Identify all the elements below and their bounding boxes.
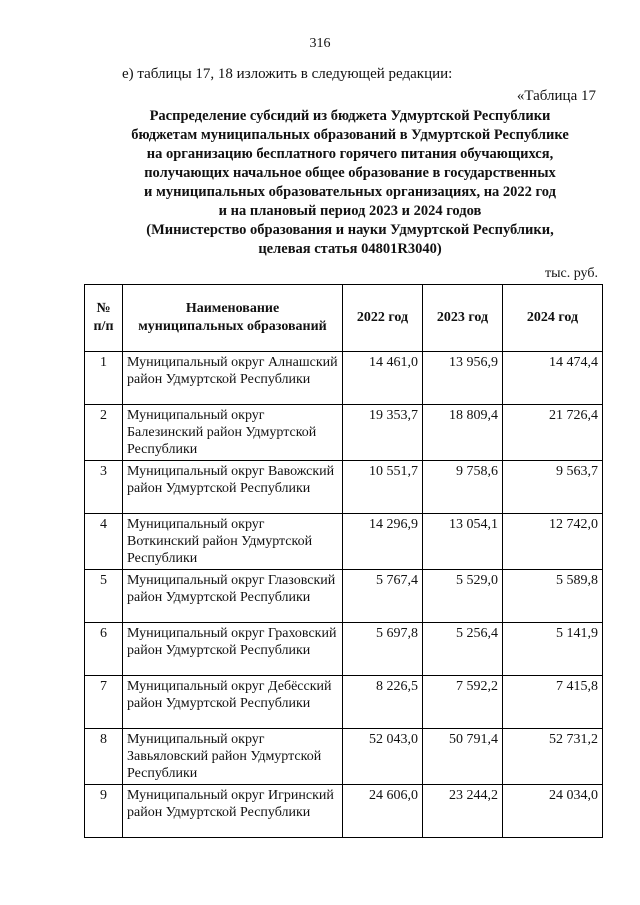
value-2023: 9 758,6 xyxy=(423,461,503,514)
municipality-name: Муниципальный округ Дебёсский район Удмуртской Республики xyxy=(123,676,343,729)
value-2024: 24 034,0 xyxy=(503,785,603,838)
table-reference: «Таблица 17 xyxy=(516,88,596,104)
row-number: 8 xyxy=(85,729,123,785)
table-row xyxy=(85,570,603,623)
table-row xyxy=(85,405,603,461)
table-row xyxy=(85,785,603,838)
header-2024: 2024 год xyxy=(503,285,603,352)
header-name-line2: муниципальных образований xyxy=(138,319,327,334)
value-2023: 23 244,2 xyxy=(423,785,503,838)
value-2022: 52 043,0 xyxy=(343,729,423,785)
value-2024: 7 415,8 xyxy=(503,676,603,729)
value-2024: 14 474,4 xyxy=(503,352,603,405)
value-2024: 12 742,0 xyxy=(503,514,603,570)
row-number: 2 xyxy=(85,405,123,461)
value-2023: 7 592,2 xyxy=(423,676,503,729)
header-2023: 2023 год xyxy=(423,285,503,352)
title-line: получающих начальное общее образование в государственных xyxy=(144,165,556,181)
row-number: 7 xyxy=(85,676,123,729)
row-number: 1 xyxy=(85,352,123,405)
value-2024: 5 141,9 xyxy=(503,623,603,676)
municipality-name: Муниципальный округ Завьяловский район Удмуртской Республики xyxy=(123,729,343,785)
page-number: 316 xyxy=(309,36,331,51)
row-number: 6 xyxy=(85,623,123,676)
value-2022: 24 606,0 xyxy=(343,785,423,838)
value-2022: 5 697,8 xyxy=(343,623,423,676)
value-2023: 13 054,1 xyxy=(423,514,503,570)
value-2022: 8 226,5 xyxy=(343,676,423,729)
value-2022: 14 296,9 xyxy=(343,514,423,570)
subsidy-table xyxy=(84,284,603,838)
municipality-name: Муниципальный округ Воткинский район Удмуртской Республики xyxy=(123,514,343,570)
value-2022: 10 551,7 xyxy=(343,461,423,514)
value-2023: 5 256,4 xyxy=(423,623,503,676)
municipality-name: Муниципальный округ Глазовский район Удмуртской Республики xyxy=(123,570,343,623)
table-row xyxy=(85,676,603,729)
header-name-line1: Наименование xyxy=(185,301,280,316)
value-2024: 9 563,7 xyxy=(503,461,603,514)
title-line: бюджетам муниципальных образований в Удмуртской Республике xyxy=(131,127,569,143)
table-header-row xyxy=(85,285,603,352)
header-num xyxy=(85,285,123,352)
municipality-name: Муниципальный округ Балезинский район Удмуртской Республики xyxy=(123,405,343,461)
value-2024: 52 731,2 xyxy=(503,729,603,785)
row-number: 9 xyxy=(85,785,123,838)
municipality-name: Муниципальный округ Вавожский район Удмуртской Республики xyxy=(123,461,343,514)
value-2024: 5 589,8 xyxy=(503,570,603,623)
header-name xyxy=(123,285,343,352)
title-line: (Министерство образования и науки Удмуртской Республики, xyxy=(146,222,554,238)
title-line: целевая статья 04801R3040) xyxy=(258,241,442,257)
table-row xyxy=(85,729,603,785)
value-2023: 5 529,0 xyxy=(423,570,503,623)
title-line: на организацию бесплатного горячего питания обучающихся, xyxy=(146,146,554,162)
table-row xyxy=(85,514,603,570)
title-line: Распределение субсидий из бюджета Удмуртской Республики xyxy=(149,108,551,124)
units-label: тыс. руб. xyxy=(545,266,598,281)
title-line: и муниципальных образовательных организациях, на 2022 год xyxy=(144,184,556,200)
intro-text: е) таблицы 17, 18 изложить в следующей редакции: xyxy=(122,66,453,82)
table-row xyxy=(85,623,603,676)
value-2022: 19 353,7 xyxy=(343,405,423,461)
value-2023: 18 809,4 xyxy=(423,405,503,461)
header-num-line2: п/п xyxy=(93,319,114,334)
row-number: 3 xyxy=(85,461,123,514)
row-number: 4 xyxy=(85,514,123,570)
municipality-name: Муниципальный округ Игринский район Удмуртской Республики xyxy=(123,785,343,838)
title-line: и на плановый период 2023 и 2024 годов xyxy=(218,203,482,219)
header-num-line1: № xyxy=(96,301,111,316)
table-title xyxy=(70,107,630,259)
table-row xyxy=(85,352,603,405)
municipality-name: Муниципальный округ Граховский район Удмуртской Республики xyxy=(123,623,343,676)
table-row xyxy=(85,461,603,514)
header-2022: 2022 год xyxy=(343,285,423,352)
value-2022: 14 461,0 xyxy=(343,352,423,405)
value-2023: 50 791,4 xyxy=(423,729,503,785)
value-2022: 5 767,4 xyxy=(343,570,423,623)
value-2023: 13 956,9 xyxy=(423,352,503,405)
row-number: 5 xyxy=(85,570,123,623)
municipality-name: Муниципальный округ Алнашский район Удмуртской Республики xyxy=(123,352,343,405)
value-2024: 21 726,4 xyxy=(503,405,603,461)
